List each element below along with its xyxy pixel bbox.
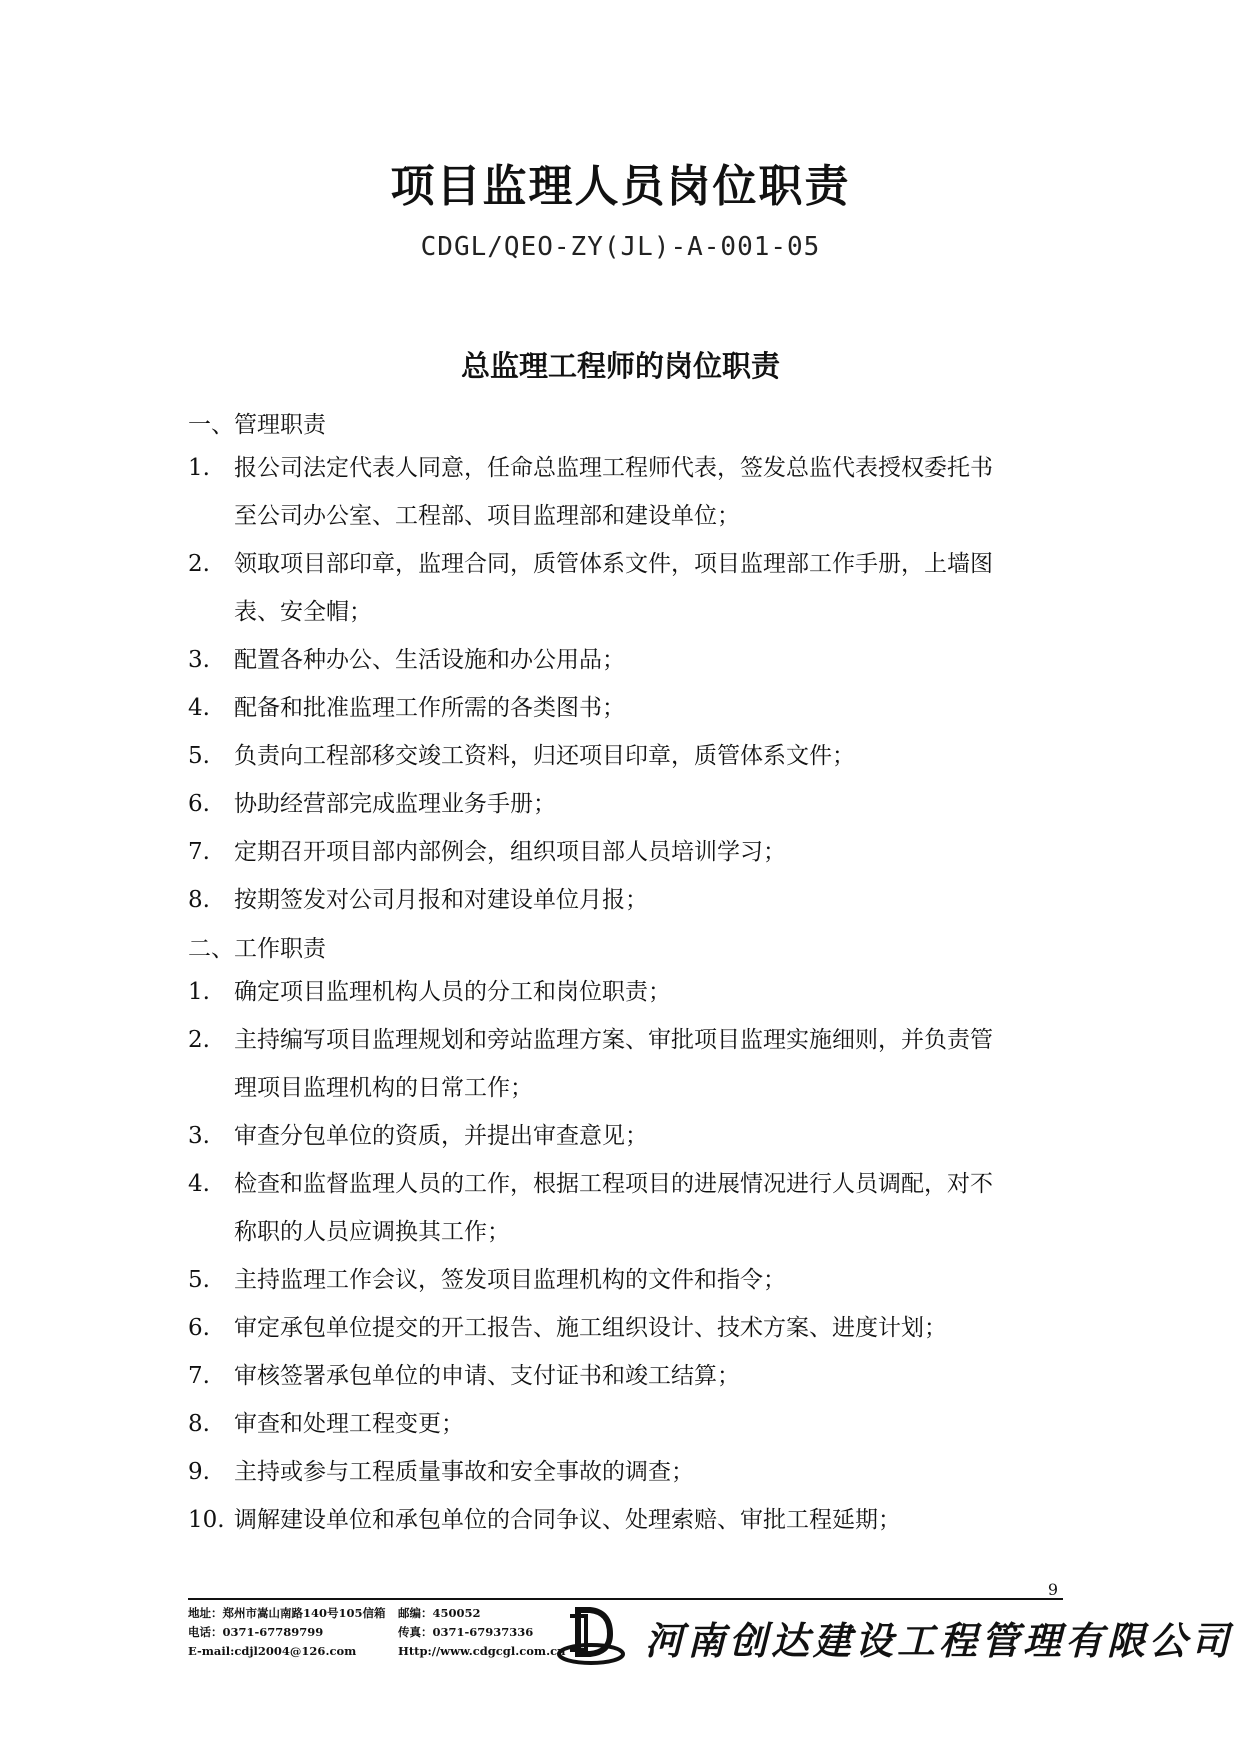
footer-phone: 电话：0371-67789799 (188, 1625, 324, 1639)
list-item (188, 1448, 1063, 1496)
list-item-text (234, 636, 1063, 684)
text-line: 协助经营部完成监理业务手册； (234, 791, 556, 817)
text-line: 按期签发对公司月报和对建设单位月报； (234, 887, 648, 913)
list-item-number: 7. (188, 839, 210, 865)
text-line: 调解建设单位和承包单位的合同争议、处理索赔、审批工程延期； (234, 1507, 901, 1533)
document-code: CDGL/QEO-ZY(JL)-A-001-05 (420, 232, 821, 262)
list-item (188, 876, 1063, 924)
list-item-number: 10. (188, 1507, 225, 1533)
list-item-text (234, 1448, 1063, 1496)
list-item-number: 1. (188, 979, 210, 1005)
text-line: 审定承包单位提交的开工报告、施工组织设计、技术方案、进度计划； (234, 1315, 947, 1341)
list-item (188, 636, 1063, 684)
text-line: 表、安全帽； (234, 599, 372, 625)
list-item-number: 1. (188, 455, 210, 481)
section-heading: 一、管理职责 (188, 412, 326, 438)
section-heading: 二、工作职责 (188, 936, 326, 962)
list-item (188, 1352, 1063, 1400)
list-item (188, 828, 1063, 876)
text-line: 理项目监理机构的日常工作； (234, 1075, 533, 1101)
document-body (188, 400, 1063, 1544)
list-item (188, 1400, 1063, 1448)
footer-fax: 传真：0371-67937336 (398, 1625, 534, 1639)
footer-divider (188, 1598, 1063, 1600)
list-item (188, 1112, 1063, 1160)
list-item-text (234, 1160, 1063, 1256)
list-item-text (234, 1352, 1063, 1400)
list-item (188, 732, 1063, 780)
list-item-number: 5. (188, 743, 210, 769)
text-line: 审核签署承包单位的申请、支付证书和竣工结算； (234, 1363, 740, 1389)
text-line: 主持或参与工程质量事故和安全事故的调查； (234, 1459, 694, 1485)
text-line: 负责向工程部移交竣工资料，归还项目印章，质管体系文件； (234, 743, 855, 769)
list-item-number: 8. (188, 887, 210, 913)
list-item (188, 1256, 1063, 1304)
list-item (188, 540, 1063, 636)
list-item-number: 4. (188, 1171, 210, 1197)
list-item-text (234, 732, 1063, 780)
text-line: 报公司法定代表人同意，任命总监理工程师代表，签发总监代表授权委托书 (234, 455, 993, 481)
list-item-text (234, 540, 1063, 636)
list-item-text (234, 1256, 1063, 1304)
text-line: 定期召开项目部内部例会，组织项目部人员培训学习； (234, 839, 786, 865)
list-item-text (234, 1016, 1063, 1112)
list-item-text (234, 1112, 1063, 1160)
text-line: 称职的人员应调换其工作； (234, 1219, 510, 1245)
list-item (188, 1496, 1063, 1544)
section-title: 总监理工程师的岗位职责 (460, 349, 780, 383)
list-item-text (234, 1304, 1063, 1352)
list-item-number: 5. (188, 1267, 210, 1293)
list-item (188, 684, 1063, 732)
list-item-number: 8. (188, 1411, 210, 1437)
list-item-number: 9. (188, 1459, 210, 1485)
list-item-text (234, 684, 1063, 732)
footer-postcode: 邮编：450052 (398, 1606, 481, 1620)
text-line: 配置各种办公、生活设施和办公用品； (234, 647, 625, 673)
list-item-text (234, 780, 1063, 828)
page-number: 9 (1047, 1580, 1058, 1599)
text-line: 检查和监督监理人员的工作，根据工程项目的进展情况进行人员调配，对不 (234, 1171, 993, 1197)
footer-email: E-mail:cdjl2004@126.com (188, 1644, 357, 1658)
list-item-text (234, 1400, 1063, 1448)
list-item-text (234, 444, 1063, 540)
list-item-text (234, 968, 1063, 1016)
list-item-text (234, 828, 1063, 876)
list-item-number: 6. (188, 1315, 210, 1341)
company-logo-icon (556, 1602, 626, 1672)
list-item-number: 2. (188, 551, 210, 577)
list-item-text (234, 876, 1063, 924)
list-item (188, 1304, 1063, 1352)
list-item-number: 4. (188, 695, 210, 721)
text-line: 确定项目监理机构人员的分工和岗位职责； (234, 979, 671, 1005)
list-item-number: 7. (188, 1363, 210, 1389)
text-line: 配备和批准监理工作所需的各类图书； (234, 695, 625, 721)
list-item (188, 1160, 1063, 1256)
text-line: 审查和处理工程变更； (234, 1411, 464, 1437)
text-line: 至公司办公室、工程部、项目监理部和建设单位； (234, 503, 740, 529)
footer-address: 地址：郑州市嵩山南路140号105信箱 (188, 1606, 386, 1620)
text-line: 审查分包单位的资质，并提出审查意见； (234, 1123, 648, 1149)
list-item (188, 1016, 1063, 1112)
list-item-number: 6. (188, 791, 210, 817)
text-line: 主持编写项目监理规划和旁站监理方案、审批项目监理实施细则，并负责管 (234, 1027, 993, 1053)
footer-contact-info (188, 1604, 565, 1661)
list-item (188, 444, 1063, 540)
list-item-number: 2. (188, 1027, 210, 1053)
list-item (188, 968, 1063, 1016)
footer-website: Http://www.cdgcgl.com.cn (398, 1644, 566, 1658)
list-item-text (234, 1496, 1063, 1544)
list-item-number: 3. (188, 647, 210, 673)
list-item (188, 780, 1063, 828)
document-title: 项目监理人员岗位职责 (390, 161, 851, 212)
list-item-number: 3. (188, 1123, 210, 1149)
company-name: 河南创达建设工程管理有限公司 (645, 1619, 1234, 1663)
text-line: 领取项目部印章，监理合同，质管体系文件，项目监理部工作手册，上墙图 (234, 551, 993, 577)
text-line: 主持监理工作会议，签发项目监理机构的文件和指令； (234, 1267, 786, 1293)
